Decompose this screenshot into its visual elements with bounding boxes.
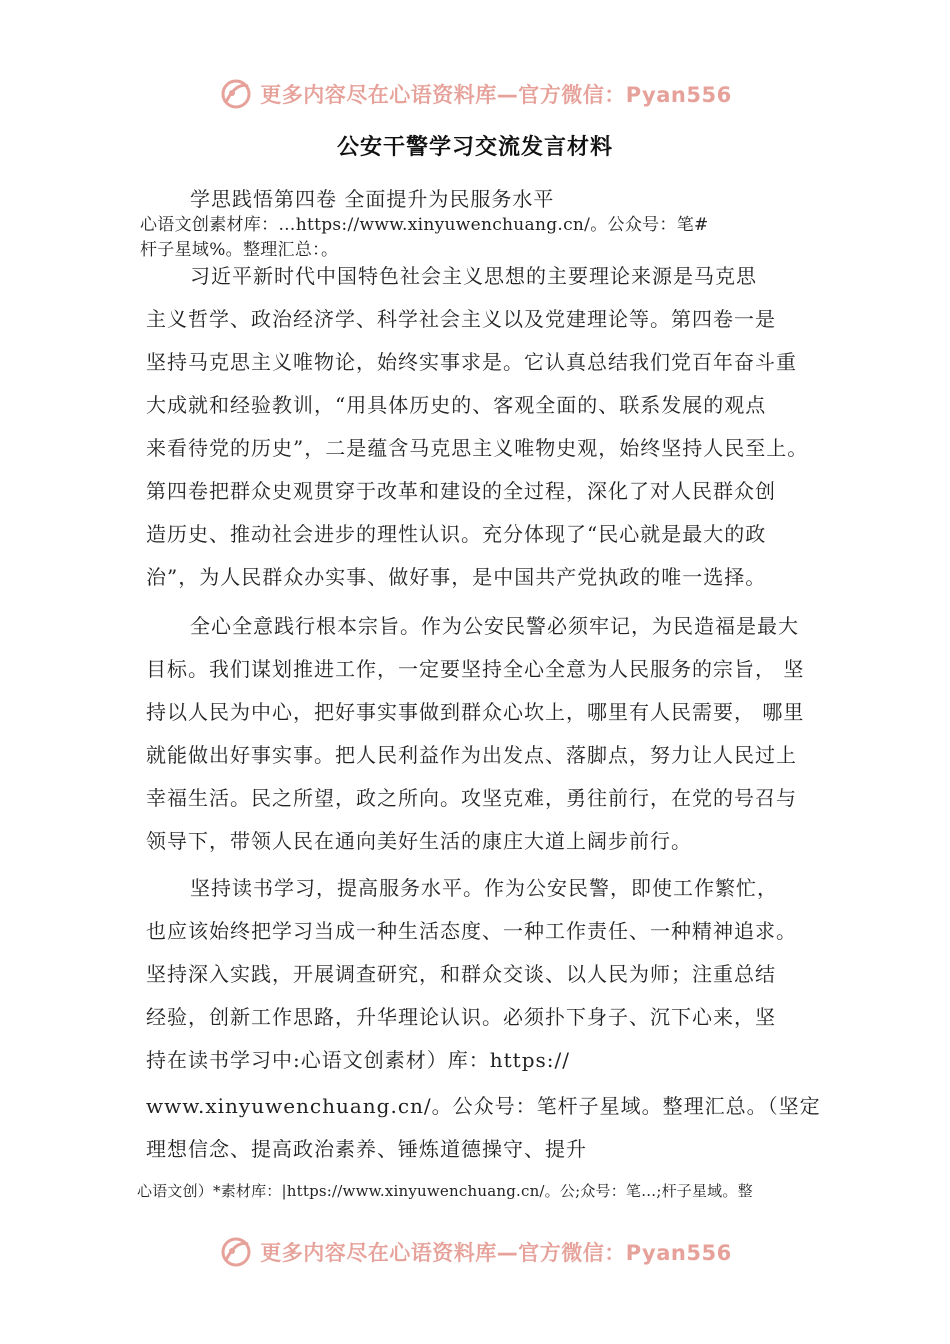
paragraph-line: 主义哲学、政治经济学、科学社会主义以及党建理论等。第四卷一是	[146, 307, 776, 331]
paragraph-line: 坚持读书学习，提高服务水平。作为公安民警，即使工作繁忙，	[190, 876, 778, 900]
brand-logo-icon	[218, 76, 254, 112]
source-line: 杆子星域%。整理汇总：。	[140, 240, 339, 260]
paragraph-line: 幸福生活。民之所望，政之所向。攻坚克难，勇往前行，在党的号召与	[146, 786, 797, 810]
paragraph-line: 来看待党的历史”，二是蕴含马克思主义唯物史观，始终坚持人民至上。	[146, 436, 809, 460]
header-watermark	[0, 74, 950, 114]
paragraph-line: 也应该始终把学习当成一种生活态度、一种工作责任、一种精神追求。	[146, 919, 797, 943]
paragraph-line: 目标。我们谋划推进工作，一定要坚持全心全意为人民服务的宗旨， 坚	[146, 657, 805, 681]
paragraph-line: 治”，为人民群众办实事、做好事，是中国共产党执政的唯一选择。	[146, 565, 767, 589]
paragraph-line: 就能做出好事实事。把人民利益作为出发点、落脚点，努力让人民过上	[146, 743, 797, 767]
paragraph-line: 习近平新时代中国特色社会主义思想的主要理论来源是马克思	[190, 264, 757, 288]
page-title: 公安干警学习交流发言材料	[336, 134, 613, 160]
source-line: 心语文创素材库：…https://www.xinyuwenchuang.cn/。公众号：笔#	[140, 215, 709, 235]
paragraph-line: 坚持马克思主义唯物论，始终实事求是。它认真总结我们党百年奋斗重	[146, 350, 797, 374]
paragraph-line: 第四卷把群众史观贯穿于改革和建设的全过程，深化了对人民群众创	[146, 479, 776, 503]
paragraph-line: 持以人民为中心，把好事实事做到群众心坎上，哪里有人民需要， 哪里	[146, 700, 805, 724]
paragraph-line: 领导下，带领人民在通向美好生活的康庄大道上阔步前行。	[146, 829, 692, 853]
paragraph-line: 理想信念、提高政治素养、锤炼道德操守、提升	[146, 1137, 587, 1161]
paragraph-line: 大成就和经验教训，“用具体历史的、客观全面的、联系发展的观点	[146, 393, 767, 417]
watermark-text: 更多内容尽在心语资料库—官方微信：Pyan556	[260, 1241, 732, 1265]
paragraph-line: www.xinyuwenchuang.cn/。公众号：笔杆子星域。整理汇总。（坚定	[146, 1094, 821, 1118]
paragraph-line: 造历史、推动社会进步的理性认识。充分体现了“民心就是最大的政	[146, 522, 767, 546]
watermark-text: 更多内容尽在心语资料库—官方微信：Pyan556	[260, 83, 732, 107]
subtitle-line: 学思践悟第四卷 全面提升为民服务水平	[190, 187, 555, 211]
footer-watermark	[0, 1232, 950, 1272]
footer-source-line: 心语文创）*素材库：|https://www.xinyuwenchuang.cn/。公;众号：笔…;杆子星域。整	[137, 1182, 753, 1200]
paragraph-line: 持在读书学习中:心语文创素材）库：https://	[146, 1048, 570, 1072]
paragraph-line: 坚持深入实践，开展调查研究，和群众交谈、以人民为师；注重总结	[146, 962, 776, 986]
paragraph-line: 全心全意践行根本宗旨。作为公安民警必须牢记，为民造福是最大	[190, 614, 799, 638]
brand-logo-icon	[218, 1234, 254, 1270]
paragraph-line: 经验，创新工作思路，升华理论认识。必须扑下身子、沉下心来，坚	[146, 1005, 776, 1029]
